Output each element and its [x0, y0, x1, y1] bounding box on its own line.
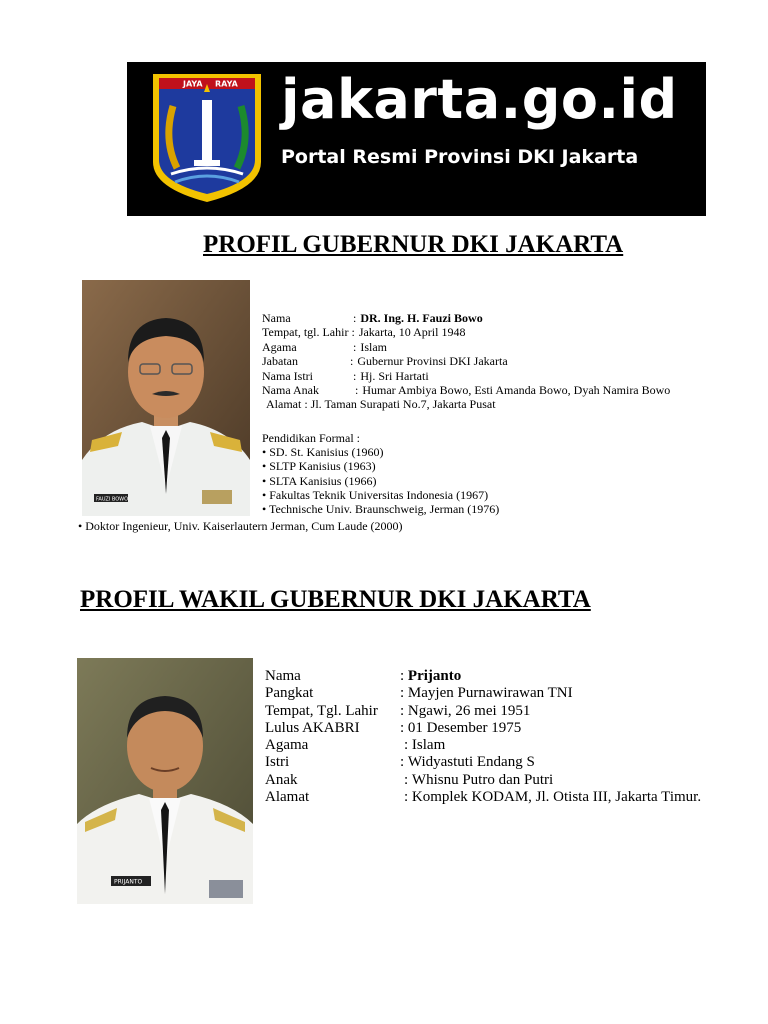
governor-field-children: Nama Anak : Humar Ambiya Bowo, Esti Amanda Bowo, Dyah Namira Bowo: [262, 383, 671, 398]
field-value: Prijanto: [407, 668, 462, 684]
field-label: Istri: [265, 754, 290, 771]
vice-governor-name-tag: PRIJANTO: [114, 878, 143, 886]
vice-governor-details: [265, 668, 701, 806]
field-value: Komplek KODAM, Jl. Otista III, Jakarta Timur.: [411, 789, 702, 806]
field-value: Humar Ambiya Bowo, Esti Amanda Bowo, Dyah Namira Bowo: [362, 383, 671, 398]
field-label: Nama Anak: [262, 383, 319, 398]
field-value: Whisnu Putro dan Putri: [411, 771, 554, 788]
field-label: Tempat, tgl. Lahir: [262, 325, 349, 340]
governor-photo: [82, 280, 250, 516]
governor-address: Alamat : Jl. Taman Surapati No.7, Jakarta Pusat: [266, 397, 496, 412]
vice-governor-heading: PROFIL WAKIL GUBERNUR DKI JAKARTA: [80, 586, 591, 613]
field-value: Ngawi, 26 mei 1951: [407, 702, 531, 719]
field-value: Gubernur Provinsi DKI Jakarta: [357, 354, 508, 369]
banner-title: jakarta.go.id: [281, 68, 678, 131]
governor-details: [262, 311, 670, 412]
field-value: Hj. Sri Hartati: [360, 368, 429, 383]
site-banner: [127, 62, 706, 216]
education-item: • Fakultas Teknik Universitas Indonesia (1967): [262, 488, 499, 502]
education-item: • SLTP Kanisius (1963): [262, 459, 499, 473]
field-value: Mayjen Purnawirawan TNI: [407, 685, 573, 702]
education-label: Pendidikan Formal :: [262, 431, 360, 445]
vice-field-wife: Istri : Widyastuti Endang S: [265, 754, 535, 771]
banner-subtitle: Portal Resmi Provinsi DKI Jakarta: [281, 146, 639, 168]
field-label: Nama: [265, 668, 301, 684]
field-label: Anak: [265, 771, 298, 788]
field-label: Jabatan: [262, 354, 298, 369]
vice-field-religion: Agama : Islam: [265, 737, 446, 754]
governor-field-position: Jabatan : Gubernur Provinsi DKI Jakarta: [262, 354, 508, 369]
education-item: • Technische Univ. Braunschweig, Jerman (1976): [262, 502, 499, 516]
field-value: Islam: [411, 737, 446, 754]
emblem-text-left: JAYA: [183, 79, 203, 89]
field-value: Jakarta, 10 April 1948: [358, 325, 466, 340]
field-label: Nama: [262, 311, 291, 325]
governor-name-tag: FAUZI BOWO: [96, 496, 129, 503]
vice-field-rank: Pangkat : Mayjen Purnawirawan TNI: [265, 685, 573, 702]
vice-field-address: Alamat : Komplek KODAM, Jl. Otista III, Jakarta Timur.: [265, 789, 702, 806]
field-label: Pangkat: [265, 685, 314, 702]
education-item: • SD. St. Kanisius (1960): [262, 445, 499, 459]
field-label: Alamat: [265, 789, 310, 806]
field-value: Islam: [360, 339, 388, 354]
field-value: Widyastuti Endang S: [407, 754, 535, 771]
field-value: DR. Ing. H. Fauzi Bowo: [360, 311, 483, 325]
dki-jakarta-coat-of-arms-icon: [149, 70, 265, 204]
governor-field-wife: Nama Istri : Hj. Sri Hartati: [262, 368, 429, 383]
field-label: Lulus AKABRI: [265, 719, 360, 736]
governor-field-birth: Tempat, tgl. Lahir : Jakarta, 10 April 1948: [262, 325, 466, 340]
vice-governor-photo: [77, 658, 253, 904]
field-value: 01 Desember 1975: [407, 719, 522, 736]
vice-field-birth: Tempat, Tgl. Lahir : Ngawi, 26 mei 1951: [265, 702, 531, 719]
governor-field-religion: Agama : Islam: [262, 339, 388, 354]
education-item: • SLTA Kanisius (1966): [262, 474, 499, 488]
vice-field-children: Anak : Whisnu Putro dan Putri: [265, 771, 554, 788]
field-label: Agama: [265, 737, 309, 754]
emblem-text-right: RAYA: [215, 79, 238, 89]
field-label: Tempat, Tgl. Lahir: [265, 702, 378, 719]
field-label: Agama: [262, 339, 297, 354]
governor-heading: PROFIL GUBERNUR DKI JAKARTA: [203, 231, 624, 258]
vice-field-name: Nama : Prijanto: [265, 668, 462, 684]
governor-education: [262, 431, 499, 516]
vice-field-akabri: Lulus AKABRI : 01 Desember 1975: [265, 719, 522, 736]
education-item-last: • Doktor Ingenieur, Univ. Kaiserlautern Jerman, Cum Laude (2000): [78, 519, 403, 534]
field-label: Nama Istri: [262, 368, 313, 383]
governor-field-name: Nama : DR. Ing. H. Fauzi Bowo: [262, 311, 483, 325]
